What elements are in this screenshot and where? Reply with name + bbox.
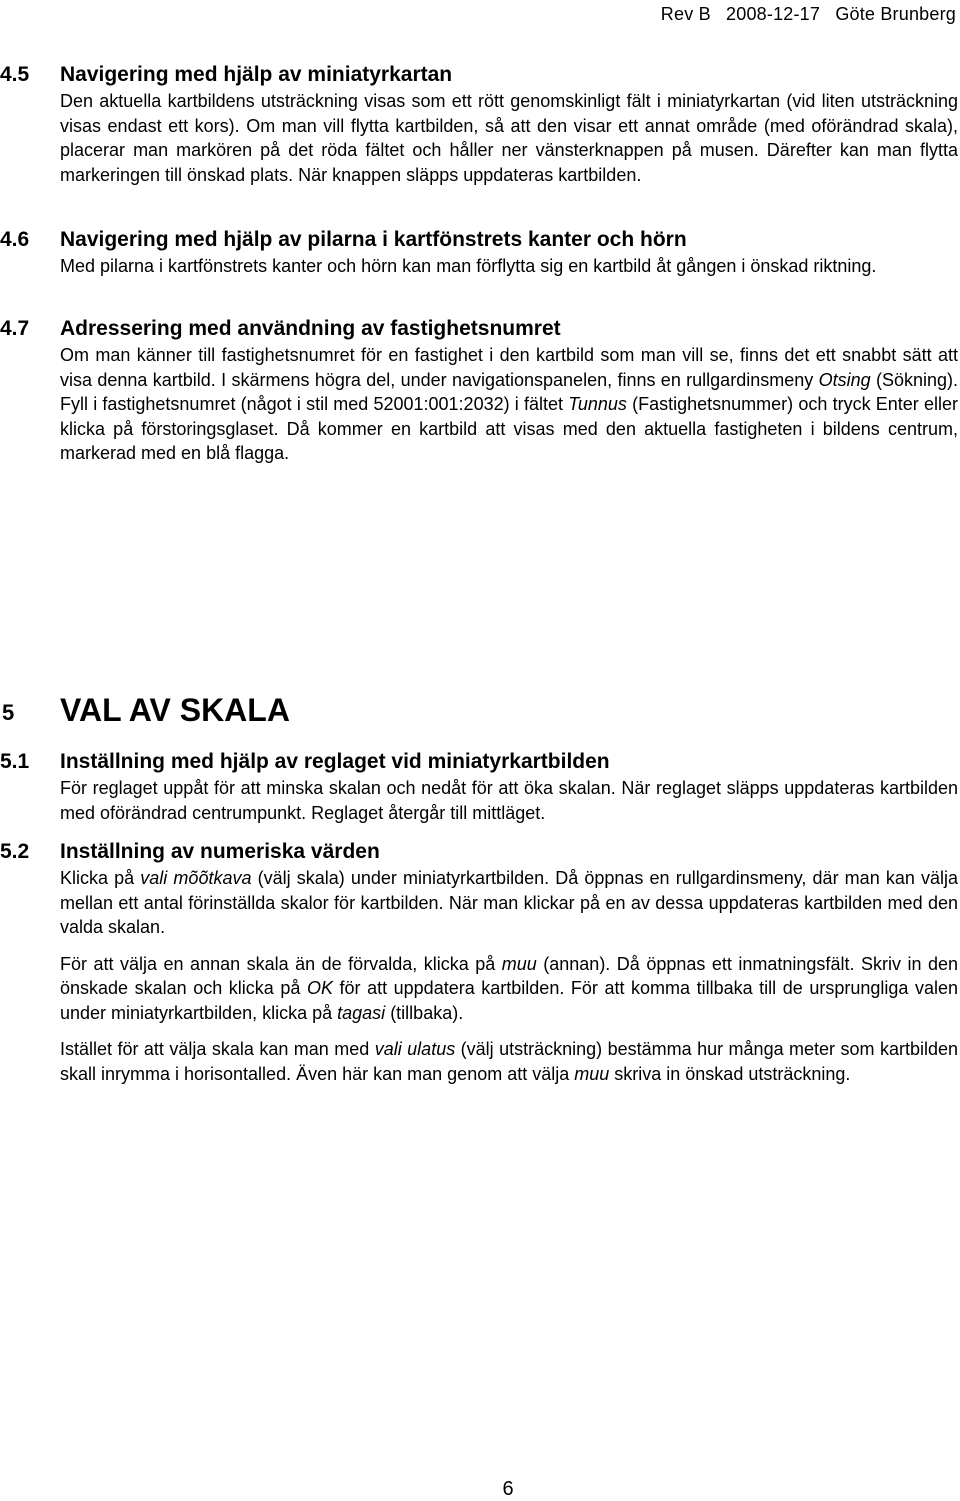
chapter-title: VAL AV SKALA bbox=[60, 692, 290, 728]
section-5-1 bbox=[0, 750, 960, 825]
section-title: Inställning av numeriska värden bbox=[60, 840, 380, 863]
text-run: för att uppdatera kartbilden. För att komma tillbaka till de ursprungliga valen under miniatyrkartbilden, klicka på bbox=[60, 978, 958, 1023]
section-body bbox=[60, 254, 958, 279]
paragraph: Den aktuella kartbildens utsträckning visas som ett rött genomskinligt fält i miniatyrkartan (vid liten utsträckning visas endast ett kors). Om man vill flytta kartbilden, så att den visar ett annat område (med oförändrad skala), placerar man markören på det röda fältet och håller ner vänsterknappen på musen. Därefter kan man flytta markeringen till önskad plats. När knappen släpps uppdateras kartbilden. bbox=[60, 91, 958, 185]
menu-term: vali mõõtkava bbox=[140, 868, 252, 888]
text-run: Klicka på bbox=[60, 868, 141, 888]
link-term: tagasi bbox=[337, 1002, 386, 1023]
text-run: skriva in önskad utsträckning. bbox=[609, 1063, 851, 1084]
text-run: (tillbaka). bbox=[385, 1002, 464, 1023]
paragraph bbox=[60, 1037, 958, 1086]
text-run: Om man känner till fastighetsnumret för en fastighet i den kartbild som man vill se, finns det ett snabbt sätt att visa denna kartbild. I skärmens högra del, under navigationspanelen, finns en rullgardinsmeny bbox=[60, 345, 958, 390]
field-term: Tunnus bbox=[568, 394, 627, 414]
section-title: Inställning med hjälp av reglaget vid miniatyrkartbilden bbox=[60, 750, 610, 773]
section-heading bbox=[0, 317, 960, 343]
text-run: (Fastighetsnummer) och tryck Enter eller klicka på förstoringsglaset. Då kommer en kartbild att visas med den aktuella fastigheten i bildens centrum, markerad med en blå flagga. bbox=[60, 394, 958, 463]
menu-term: muu bbox=[574, 1063, 610, 1084]
paragraph bbox=[60, 866, 958, 940]
menu-term: vali ulatus bbox=[374, 1039, 456, 1059]
paragraph bbox=[60, 952, 958, 1026]
section-number: 5.2 bbox=[0, 840, 30, 863]
page-header bbox=[651, 4, 956, 25]
section-title: Navigering med hjälp av miniatyrkartan bbox=[60, 63, 453, 86]
page-number: 6 bbox=[502, 1478, 514, 1500]
paragraph: För reglaget uppåt för att minska skalan och nedåt för att öka skalan. När reglaget släpps uppdateras kartbilden med oförändrad centrumpunkt. Reglaget återgår till mittläget. bbox=[60, 778, 958, 823]
text-run: (välj utsträckning) bestämma hur många meter som kartbilden skall inrymma i horisontalled. Även här kan man genom att välja bbox=[60, 1039, 958, 1084]
text-run: (Sökning). Fyll i fastighetsnumret (något i stil med 52001:001:2032) i fältet bbox=[60, 369, 958, 414]
section-title: Adressering med användning av fastighetsnumret bbox=[60, 317, 561, 340]
chapter-heading bbox=[0, 692, 960, 732]
section-number: 5.1 bbox=[0, 750, 30, 773]
chapter-number: 5 bbox=[2, 700, 15, 725]
revision-date: 2008-12-17 bbox=[726, 4, 821, 24]
section-body bbox=[60, 343, 958, 466]
section-4-5 bbox=[0, 63, 960, 187]
section-title: Navigering med hjälp av pilarna i kartfönstrets kanter och hörn bbox=[60, 228, 687, 251]
text-run: För att välja en annan skala än de förvalda, klicka på bbox=[60, 953, 502, 974]
text-run: (annan). Då öppnas ett inmatningsfält. Skriv in den önskade skalan och klicka på bbox=[60, 953, 958, 998]
section-number: 4.7 bbox=[0, 317, 30, 340]
section-heading bbox=[0, 750, 960, 776]
section-5-2 bbox=[0, 840, 960, 1086]
paragraph bbox=[60, 343, 958, 466]
section-heading bbox=[0, 63, 960, 89]
section-body bbox=[60, 866, 958, 1086]
paragraph: Med pilarna i kartfönstrets kanter och hörn kan man förflytta sig en kartbild åt gången i önskad riktning. bbox=[60, 256, 877, 276]
menu-term: Otsing bbox=[818, 369, 871, 390]
section-body bbox=[60, 89, 958, 187]
menu-term: muu bbox=[501, 953, 537, 974]
text-run: (välj skala) under miniatyrkartbilden. Då öppnas en rullgardinsmeny, där man kan välja mellan ett antal förinställda skalor för kartbilden. När man klickar på en av dessa uppdateras kartbilden med den valda skalan. bbox=[60, 868, 958, 937]
section-4-7 bbox=[0, 317, 960, 466]
section-heading bbox=[0, 228, 960, 254]
text-run: Istället för att välja skala kan man med bbox=[60, 1039, 375, 1059]
button-term: OK bbox=[306, 978, 333, 998]
section-heading bbox=[0, 840, 960, 866]
author-name: Göte Brunberg bbox=[835, 4, 956, 24]
section-number: 4.6 bbox=[0, 228, 30, 251]
revision-label: Rev B bbox=[660, 4, 711, 24]
section-body bbox=[60, 776, 958, 825]
section-4-6 bbox=[0, 228, 960, 279]
section-number: 4.5 bbox=[0, 63, 30, 86]
